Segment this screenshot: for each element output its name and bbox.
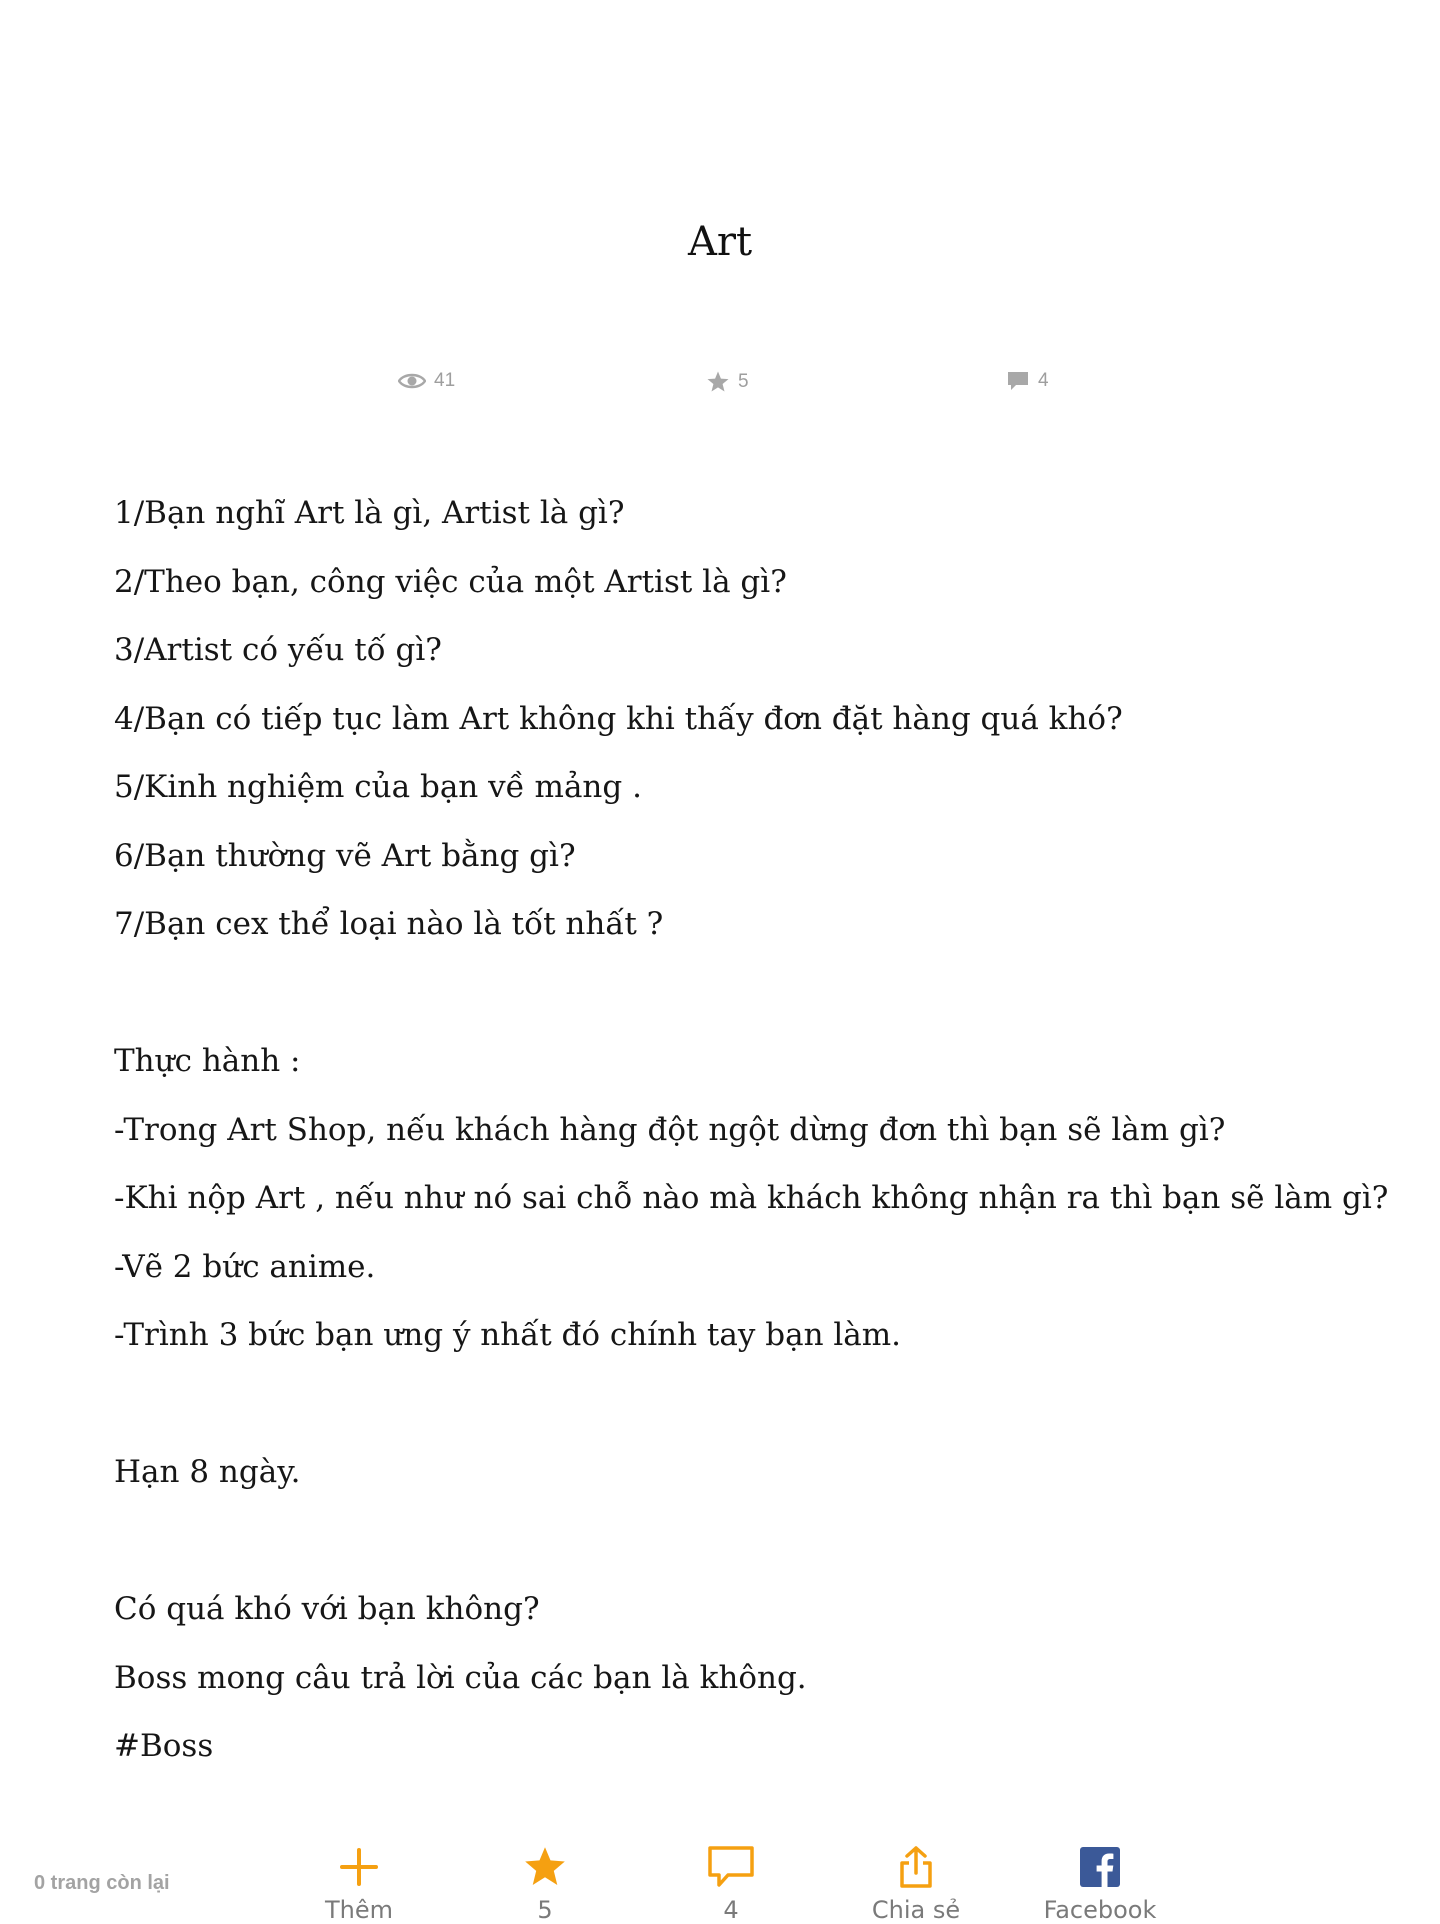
vote-count-label: 5: [537, 1896, 553, 1924]
comments-count: 4: [1038, 370, 1049, 391]
share-label: Chia sẻ: [871, 1896, 961, 1924]
add-button[interactable]: [289, 1844, 429, 1924]
share-button[interactable]: [846, 1844, 986, 1924]
votes-stat: [706, 370, 749, 394]
content-line: 5/Kinh nghiệm của bạn về mảng .: [114, 769, 642, 805]
content-line: Thực hành :: [114, 1043, 301, 1079]
comment-count-label: 4: [723, 1896, 739, 1924]
content-line: -Trình 3 bức bạn ưng ý nhất đó chính tay bạn làm.: [114, 1317, 902, 1353]
views-count: 41: [434, 370, 456, 391]
content-line: #Boss: [114, 1728, 214, 1764]
content-line: 3/Artist có yếu tố gì?: [114, 632, 442, 668]
content-line: 2/Theo bạn, công việc của một Artist là gì?: [114, 563, 787, 600]
blank-line: [114, 1518, 1364, 1587]
views-stat: [398, 370, 455, 392]
comments-stat: [1006, 370, 1049, 392]
bottom-toolbar: [0, 1830, 1440, 1924]
star-icon: [475, 1844, 615, 1890]
content-line: Có quá khó với bạn không?: [114, 1591, 540, 1627]
story-content: [114, 490, 1389, 1792]
blank-line: [114, 970, 1364, 1039]
eye-icon: [398, 371, 426, 391]
add-label: Thêm: [324, 1896, 393, 1924]
story-stats: [0, 370, 1440, 400]
plus-icon: [289, 1844, 429, 1890]
content-line: -Khi nộp Art , nếu như nó sai chỗ nào mà khách không nhận ra thì bạn sẽ làm gì?: [114, 1180, 1389, 1216]
story-title: Art: [687, 219, 753, 265]
comment-bubble-icon: [661, 1844, 801, 1890]
content-line: Hạn 8 ngày.: [114, 1454, 301, 1490]
content-line: 4/Bạn có tiếp tục làm Art không khi thấy đơn đặt hàng quá khó?: [114, 700, 1123, 737]
facebook-label: Facebook: [1043, 1896, 1157, 1924]
content-line: -Trong Art Shop, nếu khách hàng đột ngột dừng đơn thì bạn sẽ làm gì?: [114, 1111, 1226, 1148]
blank-line: [114, 1381, 1364, 1450]
content-line: Boss mong câu trả lời của các bạn là không.: [114, 1659, 807, 1696]
pages-left-label: 0 trang còn lại: [34, 1872, 170, 1894]
content-line: -Vẽ 2 bức anime.: [114, 1248, 376, 1285]
votes-count: 5: [738, 371, 749, 392]
vote-button[interactable]: [475, 1844, 615, 1924]
content-line: 6/Bạn thường vẽ Art bằng gì?: [114, 837, 576, 874]
content-line: 1/Bạn nghĩ Art là gì, Artist là gì?: [114, 495, 625, 531]
star-icon: [706, 370, 730, 394]
facebook-button[interactable]: [1025, 1844, 1175, 1924]
comment-icon: [1006, 370, 1030, 392]
facebook-icon: [1025, 1844, 1175, 1890]
share-icon: [846, 1844, 986, 1890]
content-line: 7/Bạn cex thể loại nào là tốt nhất ?: [114, 906, 664, 942]
comment-button[interactable]: [661, 1844, 801, 1924]
